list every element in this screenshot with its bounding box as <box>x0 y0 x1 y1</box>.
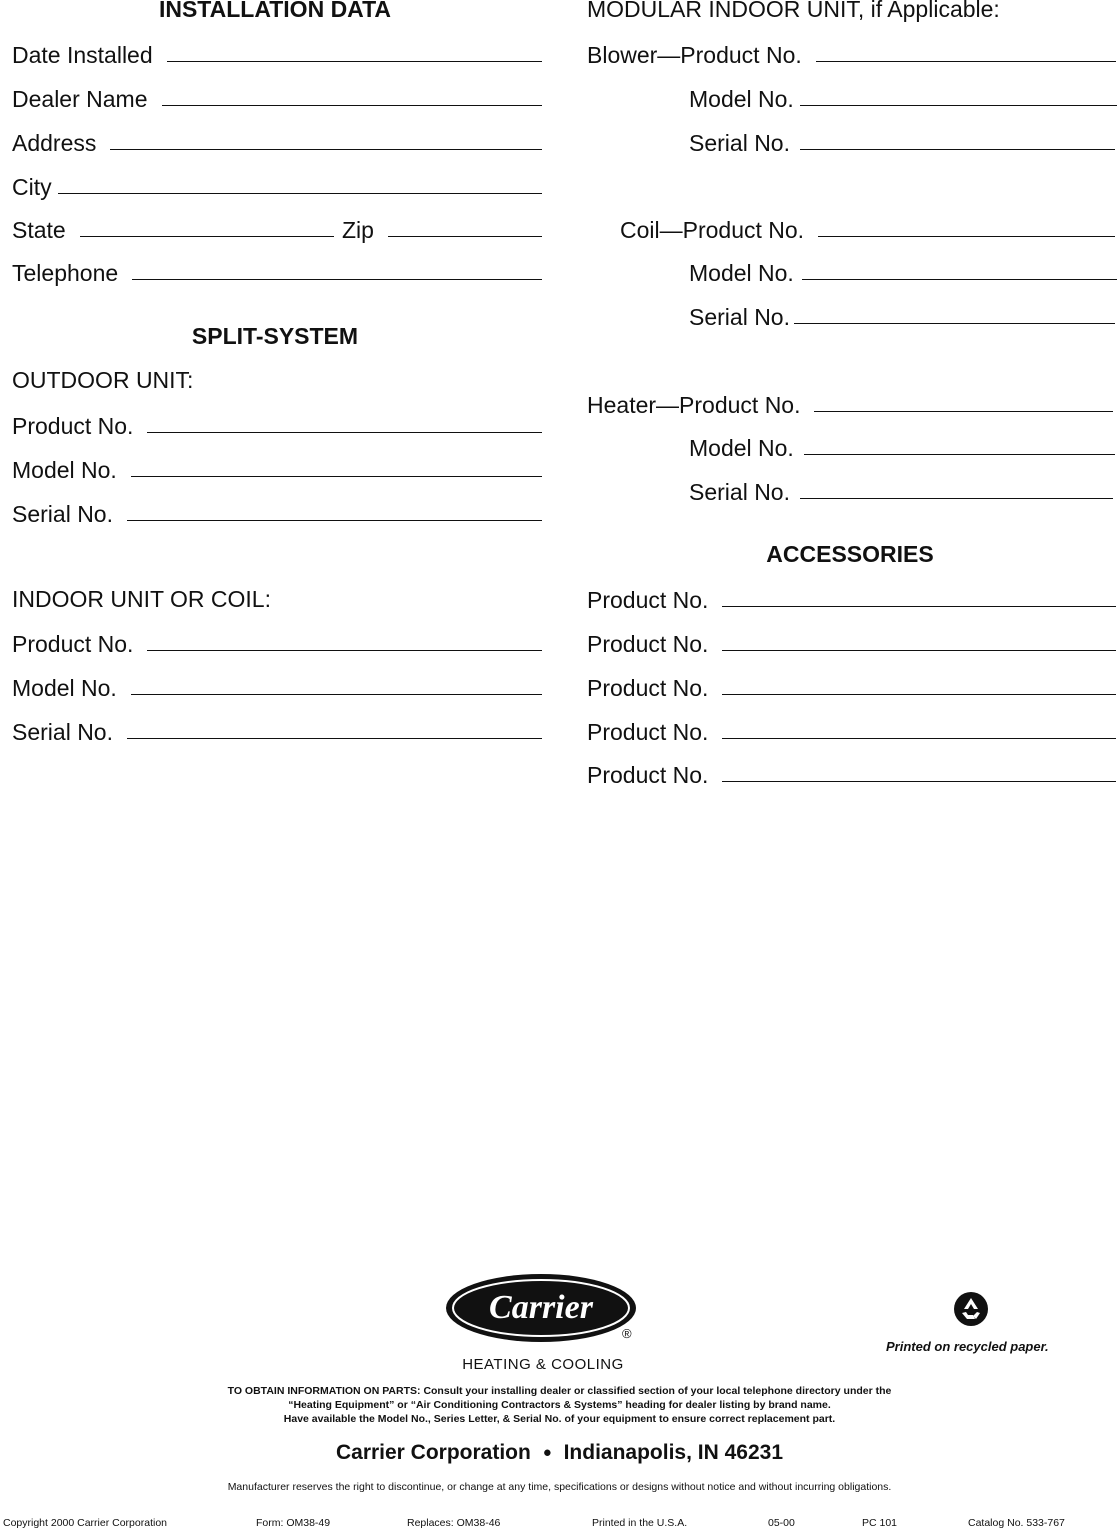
telephone-field[interactable] <box>12 256 542 286</box>
parts-info-line-3: Have available the Model No., Series Letter, & Serial No. of your equipment to ensure correct replacement part. <box>283 1413 836 1425</box>
heater-serial-field[interactable] <box>689 475 1113 505</box>
heater-model-field[interactable] <box>689 431 1115 461</box>
telephone-label: Telephone <box>12 260 119 286</box>
address-label: Address <box>12 130 97 156</box>
printed-in: Printed in the U.S.A. <box>592 1517 688 1529</box>
heater-serial-label: Serial No. <box>689 479 790 505</box>
dealer-name-line[interactable] <box>162 104 543 106</box>
address-field[interactable] <box>12 126 542 156</box>
heater-model-line[interactable] <box>804 453 1115 455</box>
indoor-model-field[interactable] <box>12 671 542 701</box>
outdoor-model-line[interactable] <box>131 475 542 477</box>
coil-serial-line[interactable] <box>794 322 1115 324</box>
blower-model-field[interactable] <box>689 82 1117 112</box>
dealer-name-label: Dealer Name <box>12 86 148 112</box>
accessory-product-label: Product No. <box>587 631 709 657</box>
coil-serial-field[interactable] <box>689 300 1115 330</box>
pc-number: PC 101 <box>862 1517 898 1529</box>
coil-product-field[interactable] <box>620 213 1115 243</box>
coil-product-line[interactable] <box>818 235 1115 237</box>
outdoor-product-label: Product No. <box>12 413 134 439</box>
address-line[interactable] <box>110 148 542 150</box>
installation-data-heading: INSTALLATION DATA <box>158 0 392 22</box>
city-label: City <box>12 174 52 200</box>
blower-product-field[interactable] <box>587 38 1116 68</box>
accessory-product-line[interactable] <box>722 605 1116 607</box>
heater-product-field[interactable] <box>587 388 1113 418</box>
accessory-product-field[interactable] <box>587 758 1116 788</box>
indoor-model-label: Model No. <box>12 675 117 701</box>
parts-info-line-2: “Heating Equipment” or “Air Conditioning Contractors & Systems” heading for dealer listing by brand name. <box>288 1399 831 1411</box>
dealer-name-field[interactable] <box>12 82 542 112</box>
accessory-product-label: Product No. <box>587 719 709 745</box>
outdoor-serial-line[interactable] <box>127 519 542 521</box>
replaces-number: Replaces: OM38-46 <box>407 1517 501 1529</box>
date-installed-label: Date Installed <box>12 42 153 68</box>
coil-model-line[interactable] <box>802 278 1117 280</box>
carrier-logo-text: Carrier <box>489 1289 593 1326</box>
heater-model-label: Model No. <box>689 435 794 461</box>
heating-cooling-tagline: HEATING & COOLING <box>462 1356 624 1373</box>
corporation-location: Indianapolis, IN 46231 <box>563 1441 784 1464</box>
print-date: 05-00 <box>768 1517 795 1529</box>
city-line[interactable] <box>58 192 542 194</box>
indoor-serial-field[interactable] <box>12 715 542 745</box>
indoor-product-line[interactable] <box>147 649 542 651</box>
corporation-line <box>0 1441 1119 1465</box>
parts-info-lead: TO OBTAIN INFORMATION ON PARTS: <box>227 1385 421 1397</box>
state-label: State <box>12 217 66 243</box>
parts-info-text: Consult your installing dealer or classified section of your local telephone directory under the <box>423 1385 892 1397</box>
accessory-product-line[interactable] <box>722 780 1116 782</box>
outdoor-model-field[interactable] <box>12 453 542 483</box>
indoor-product-label: Product No. <box>12 631 134 657</box>
city-field[interactable] <box>12 170 542 200</box>
date-installed-line[interactable] <box>167 60 542 62</box>
heater-product-line[interactable] <box>814 410 1113 412</box>
corporation-name: Carrier Corporation <box>335 1441 531 1464</box>
accessory-product-label: Product No. <box>587 587 709 613</box>
copyright: Copyright 2000 Carrier Corporation <box>3 1517 167 1529</box>
accessories-heading: ACCESSORIES <box>766 541 934 567</box>
blower-model-line[interactable] <box>800 104 1117 106</box>
blower-product-line[interactable] <box>816 60 1116 62</box>
disclaimer: Manufacturer reserves the right to discontinue, or change at any time, specifications or designs without notice and without incurring obligations. <box>227 1481 892 1493</box>
blower-model-label: Model No. <box>689 86 794 112</box>
indoor-model-line[interactable] <box>131 693 542 695</box>
accessory-product-field[interactable] <box>587 583 1116 613</box>
accessory-product-line[interactable] <box>722 693 1116 695</box>
blower-serial-line[interactable] <box>800 148 1115 150</box>
accessory-product-label: Product No. <box>587 762 709 788</box>
outdoor-serial-label: Serial No. <box>12 501 113 527</box>
telephone-line[interactable] <box>132 278 542 280</box>
state-line[interactable] <box>80 235 334 237</box>
blower-serial-field[interactable] <box>689 126 1115 156</box>
bullet-icon: ● <box>542 1444 552 1461</box>
accessory-product-field[interactable] <box>587 627 1116 657</box>
recycle-icon <box>953 1291 989 1327</box>
recycled-paper-note: Printed on recycled paper. <box>886 1339 1049 1354</box>
indoor-product-field[interactable] <box>12 627 542 657</box>
blower-product-label: Blower—Product No. <box>587 42 802 68</box>
accessory-product-line[interactable] <box>722 649 1116 651</box>
carrier-logo-graphic <box>444 1272 639 1344</box>
blower-serial-label: Serial No. <box>689 130 790 156</box>
indoor-serial-line[interactable] <box>127 737 542 739</box>
accessory-product-field[interactable] <box>587 671 1116 701</box>
zip-line[interactable] <box>388 235 542 237</box>
outdoor-model-label: Model No. <box>12 457 117 483</box>
zip-field[interactable] <box>342 213 542 243</box>
modular-indoor-heading: MODULAR INDOOR UNIT, if Applicable: <box>587 0 1000 22</box>
outdoor-serial-field[interactable] <box>12 497 542 527</box>
outdoor-unit-heading: OUTDOOR UNIT: <box>12 367 194 393</box>
zip-label: Zip <box>342 217 374 243</box>
outdoor-product-line[interactable] <box>147 431 542 433</box>
registered-mark: ® <box>622 1326 632 1341</box>
indoor-serial-label: Serial No. <box>12 719 113 745</box>
accessory-product-label: Product No. <box>587 675 709 701</box>
heater-product-label: Heater—Product No. <box>587 392 801 418</box>
form-number: Form: OM38-49 <box>256 1517 331 1529</box>
heater-serial-line[interactable] <box>800 497 1113 499</box>
coil-model-label: Model No. <box>689 260 794 286</box>
parts-info-line-1 <box>0 1384 1119 1398</box>
split-system-heading: SPLIT-SYSTEM <box>191 323 359 349</box>
coil-serial-label: Serial No. <box>689 304 790 330</box>
carrier-logo <box>444 1272 639 1344</box>
accessory-product-line[interactable] <box>722 737 1116 739</box>
state-field[interactable] <box>12 213 334 243</box>
coil-product-label: Coil—Product No. <box>620 217 805 243</box>
accessory-product-field[interactable] <box>587 715 1116 745</box>
coil-model-field[interactable] <box>689 256 1117 286</box>
catalog-number: Catalog No. 533-767 <box>968 1517 1065 1529</box>
indoor-unit-heading: INDOOR UNIT OR COIL: <box>12 586 271 612</box>
date-installed-field[interactable] <box>12 38 542 68</box>
outdoor-product-field[interactable] <box>12 409 542 439</box>
